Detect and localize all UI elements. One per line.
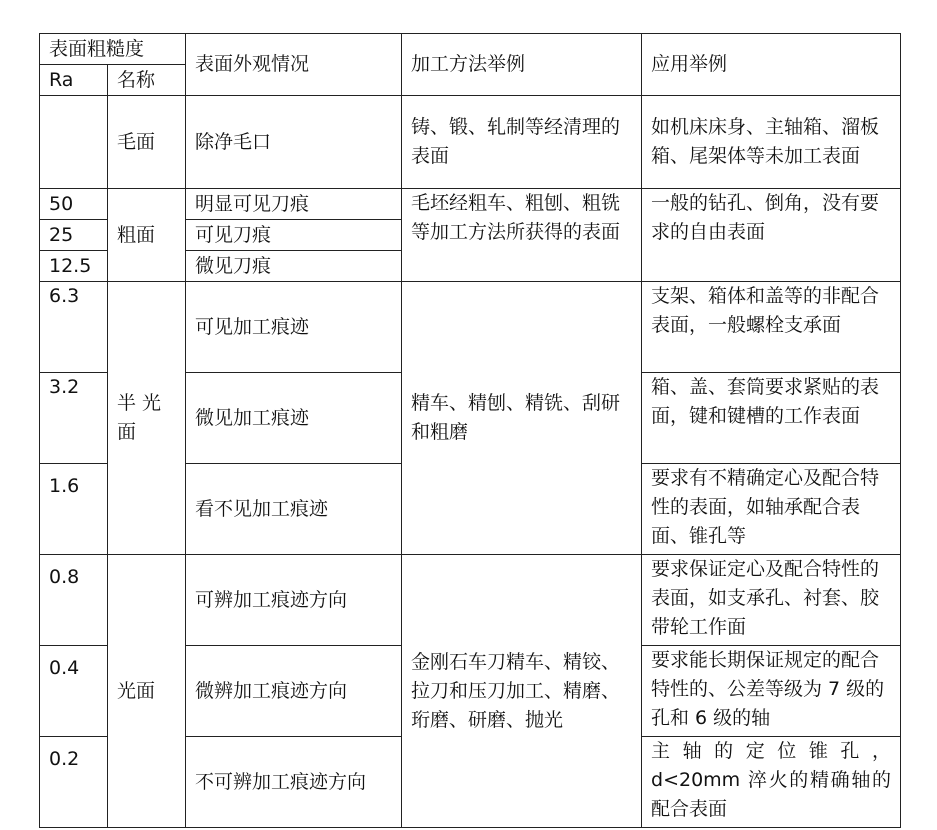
header-roughness: 表面粗糙度 xyxy=(40,34,186,65)
application-cell: 要求保证定心及配合特性的表面，如支承孔、衬套、胶带轮工作面 xyxy=(642,555,901,646)
appearance-cell: 除净毛口 xyxy=(186,96,402,189)
appearance-cell: 可见刀痕 xyxy=(186,220,402,251)
name-cell: 半 光 面 xyxy=(108,282,186,555)
header-appearance: 表面外观情况 xyxy=(186,34,402,96)
name-cell: 粗面 xyxy=(108,189,186,282)
appearance-cell: 微见加工痕迹 xyxy=(186,373,402,464)
ra-cell: 25 xyxy=(40,220,108,251)
header-name: 名称 xyxy=(108,65,186,96)
application-cell: 要求能长期保证规定的配合特性的、公差等级为 7 级的孔和 6 级的轴 xyxy=(642,646,901,737)
header-ra: Ra xyxy=(40,65,108,96)
application-cell: 一般的钻孔、倒角，没有要求的自由表面 xyxy=(642,189,901,282)
application-cell: 箱、盖、套筒要求紧贴的表面，键和键槽的工作表面 xyxy=(642,373,901,464)
ra-cell: 1.6 xyxy=(40,464,108,555)
ra-cell: 50 xyxy=(40,189,108,220)
appearance-cell: 微辨加工痕迹方向 xyxy=(186,646,402,737)
application-cell: 如机床床身、主轴箱、溜板箱、尾架体等未加工表面 xyxy=(642,96,901,189)
roughness-table xyxy=(39,33,901,828)
method-cell: 毛坯经粗车、粗刨、粗铣等加工方法所获得的表面 xyxy=(402,189,642,282)
application-cell: 支架、箱体和盖等的非配合表面，一般螺栓支承面 xyxy=(642,282,901,373)
method-cell: 金刚石车刀精车、精铰、拉刀和压刀加工、精磨、珩磨、研磨、抛光 xyxy=(402,555,642,828)
appearance-cell: 微见刀痕 xyxy=(186,251,402,282)
application-cell: 主轴的定位锥孔，d<20mm 淬火的精确轴的配合表面 xyxy=(642,737,901,828)
header-method: 加工方法举例 xyxy=(402,34,642,96)
appearance-cell: 明显可见刀痕 xyxy=(186,189,402,220)
name-cell: 光面 xyxy=(108,555,186,828)
ra-cell: 0.8 xyxy=(40,555,108,646)
ra-cell: 12.5 xyxy=(40,251,108,282)
application-cell: 要求有不精确定心及配合特性的表面，如轴承配合表面、锥孔等 xyxy=(642,464,901,555)
appearance-cell: 不可辨加工痕迹方向 xyxy=(186,737,402,828)
method-cell: 铸、锻、轧制等经清理的表面 xyxy=(402,96,642,189)
appearance-cell: 可见加工痕迹 xyxy=(186,282,402,373)
header-application: 应用举例 xyxy=(642,34,901,96)
appearance-cell: 可辨加工痕迹方向 xyxy=(186,555,402,646)
ra-cell xyxy=(40,96,108,189)
appearance-cell: 看不见加工痕迹 xyxy=(186,464,402,555)
name-cell: 毛面 xyxy=(108,96,186,189)
method-cell: 精车、精刨、精铣、刮研和粗磨 xyxy=(402,282,642,555)
ra-cell: 0.2 xyxy=(40,737,108,828)
ra-cell: 6.3 xyxy=(40,282,108,373)
ra-cell: 0.4 xyxy=(40,646,108,737)
ra-cell: 3.2 xyxy=(40,373,108,464)
